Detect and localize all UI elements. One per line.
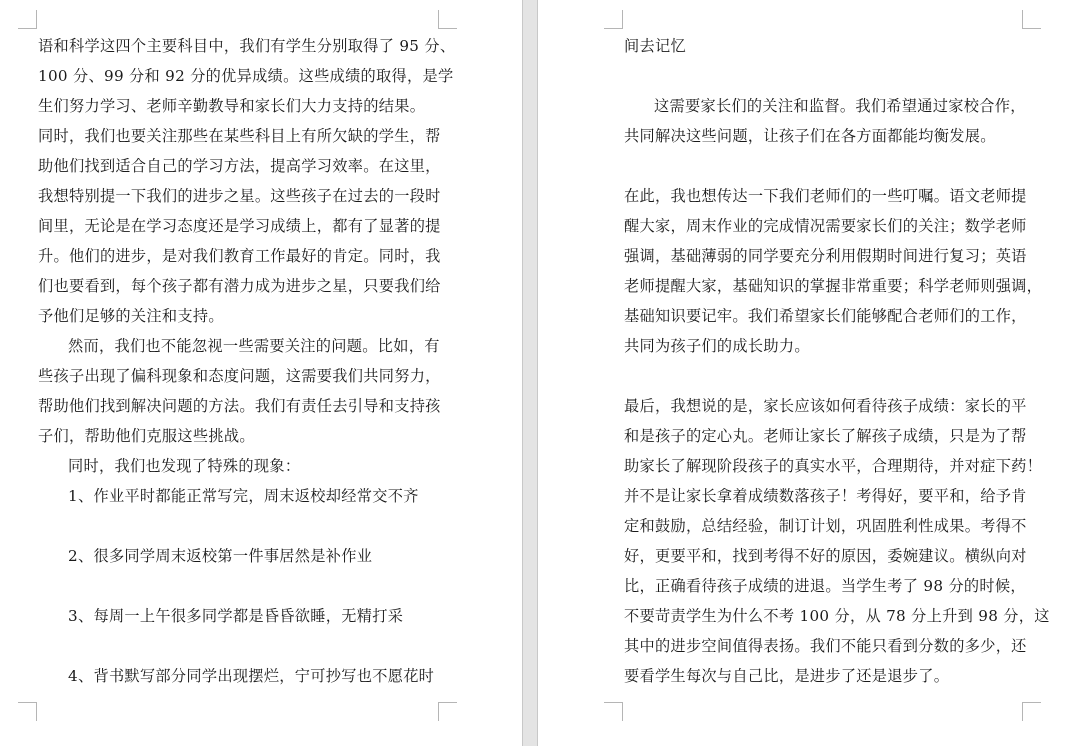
page-corner-mark: [1022, 10, 1041, 29]
text-line: 要看学生每次与自己比，是进步了还是退步了。: [624, 667, 950, 685]
text-line: 定和鼓励，总结经验，制订计划，巩固胜利性成果。考得不: [624, 517, 1027, 535]
text-line: 们也要看到，每个孩子都有潜力成为进步之星，只要我们给: [38, 277, 441, 295]
text-line: 间里，无论是在学习态度还是学习成绩上，都有了显著的提: [38, 217, 441, 235]
text-line: 生们努力学习、老师辛勤教导和家长们大力支持的结果。: [38, 97, 426, 115]
page-corner-mark: [604, 10, 623, 29]
document-page-left: [0, 0, 522, 746]
text-line: 和是孩子的定心丸。老师让家长了解孩子成绩，只是为了帮: [624, 427, 1027, 445]
text-line: 助家长了解现阶段孩子的真实水平，合理期待，并对症下药！: [624, 457, 1043, 475]
text-line: 基础知识要记牢。我们希望家长们能够配合老师们的工作，: [624, 307, 1027, 325]
text-line: 同时，我们也要关注那些在某些科目上有所欠缺的学生，帮: [38, 127, 441, 145]
text-line: 这需要家长们的关注和监督。我们希望通过家校合作，: [654, 97, 1026, 115]
document-page-right: [538, 0, 1080, 746]
text-line: 好，更要平和，找到考得不好的原因，委婉建议。横纵向对: [624, 547, 1027, 565]
text-line: 同时，我们也发现了特殊的现象：: [68, 457, 301, 475]
page-corner-mark: [18, 702, 37, 721]
text-line: 强调，基础薄弱的同学要充分利用假期时间进行复习；英语: [624, 247, 1027, 265]
page-gutter: [522, 0, 538, 746]
text-line: 帮助他们找到解决问题的方法。我们有责任去引导和支持孩: [38, 397, 441, 415]
page-corner-mark: [1022, 702, 1041, 721]
text-line: 最后，我想说的是，家长应该如何看待孩子成绩：家长的平: [624, 397, 1027, 415]
page-corner-mark: [18, 10, 37, 29]
page-corner-mark: [604, 702, 623, 721]
list-item: 4、背书默写部分同学出现摆烂，宁可抄写也不愿花时: [68, 667, 435, 685]
text-line: 予他们足够的关注和支持。: [38, 307, 224, 325]
text-line: 语和科学这四个主要科目中，我们有学生分别取得了 95 分、: [38, 37, 456, 55]
list-item: 1、作业平时都能正常写完，周末返校却经常交不齐: [68, 487, 419, 505]
page-corner-mark: [438, 10, 457, 29]
text-line: 子们，帮助他们克服这些挑战。: [38, 427, 255, 445]
text-line: 并不是让家长拿着成绩数落孩子！考得好，要平和，给予肯: [624, 487, 1027, 505]
text-line: 醒大家，周末作业的完成情况需要家长们的关注；数学老师: [624, 217, 1027, 235]
text-line: 比，正确看待孩子成绩的进退。当学生考了 98 分的时候，: [624, 577, 1026, 595]
text-line: 共同解决这些问题，让孩子们在各方面都能均衡发展。: [624, 127, 996, 145]
text-line: 不要苛责学生为什么不考 100 分，从 78 分上升到 98 分，这: [624, 607, 1050, 625]
text-line: 些孩子出现了偏科现象和态度问题，这需要我们共同努力，: [38, 367, 441, 385]
list-item: 2、很多同学周末返校第一件事居然是补作业: [68, 547, 373, 565]
text-line: 老师提醒大家，基础知识的掌握非常重要；科学老师则强调，: [624, 277, 1043, 295]
text-line: 100 分、99 分和 92 分的优异成绩。这些成绩的取得，是学: [38, 67, 454, 85]
text-line: 我想特别提一下我们的进步之星。这些孩子在过去的一段时: [38, 187, 441, 205]
text-line: 共同为孩子们的成长助力。: [624, 337, 810, 355]
text-line: 在此，我也想传达一下我们老师们的一些叮嘱。语文老师提: [624, 187, 1027, 205]
page-corner-mark: [438, 702, 457, 721]
text-line: 升。他们的进步，是对我们教育工作最好的肯定。同时，我: [38, 247, 441, 265]
text-line: 其中的进步空间值得表扬。我们不能只看到分数的多少，还: [624, 637, 1027, 655]
list-item: 3、每周一上午很多同学都是昏昏欲睡，无精打采: [68, 607, 404, 625]
text-line: 间去记忆: [624, 37, 686, 55]
text-line: 助他们找到适合自己的学习方法，提高学习效率。在这里，: [38, 157, 441, 175]
text-line: 然而，我们也不能忽视一些需要关注的问题。比如，有: [68, 337, 440, 355]
